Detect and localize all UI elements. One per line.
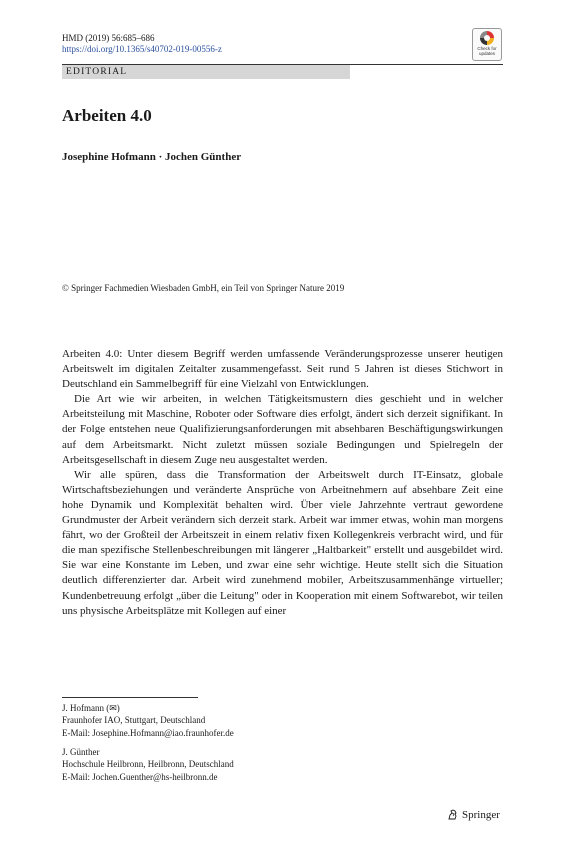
- author-name: J. Günther: [62, 747, 100, 757]
- publisher-name: Springer: [462, 809, 500, 821]
- article-authors: Josephine Hofmann · Jochen Günther: [62, 151, 242, 163]
- section-label: EDITORIAL: [66, 67, 128, 77]
- author-footnote: [62, 702, 234, 739]
- paragraph: Arbeiten 4.0: Unter diesem Begriff werden umfassende Veränderungsprozesse unserer heutigen Arbeitswelt im digitalen Zeitalter zusammengefasst. Seit rund 5 Jahren ist dieses Stichwort in Deutschland ein Sammelbegriff für eine Vielzahl von Entwicklungen.: [62, 348, 503, 391]
- check-for-updates-label: Check for updates: [477, 46, 497, 56]
- publisher-logo: [447, 808, 500, 822]
- author-email[interactable]: E-Mail: Jochen.Guenther@hs-heilbronn.de: [62, 771, 218, 782]
- copyright-notice: © Springer Fachmedien Wiesbaden GmbH, ein Teil von Springer Nature 2019: [62, 283, 345, 293]
- springer-horse-icon: [447, 809, 459, 821]
- author-affiliation: Fraunhofer IAO, Stuttgart, Deutschland: [62, 715, 206, 726]
- paragraph: Wir alle spüren, dass die Transformation der Arbeitswelt durch IT-Einsatz, globale Wirtschaftsbeziehungen und veränderte Ansprüche von Arbeitnehmern auf absehbare Zeit eine hohe Dynamik und Komplexität behalten wird. Über viele Jahrzehnte vertraut gewordene Grundmuster der Arbeit verändern sich derzeit stark. Arbeit war immer etwas, wohin man morgens fährt, wo der Großteil der Arbeitszeit in einem relativ fixen Kollegenkreis verbracht wird, und für die man spezifische Stellenbeschreibungen mit längerer „Haltbarkeit" erstellt und ausgebildet wird. Sie war eine Konstante im Leben, und zwar eine sehr wichtige. Heute stellt sich die Situation deutlich differenzierter dar. Arbeit wird zunehmend mobiler, Arbeitszusammenhänge virtueller; Kundenbetreuung erfolgt „über die Leitung" oder in Kooperation mit einem Softwarebot, wir teilen uns physische Arbeitsplätze mit Kollegen auf einer: [62, 468, 503, 617]
- author-footnote: [62, 746, 234, 783]
- article-body: [62, 347, 503, 619]
- doi-link[interactable]: https://doi.org/10.1365/s40702-019-00556-z: [62, 44, 222, 54]
- article-title: Arbeiten 4.0: [62, 106, 152, 125]
- crossmark-icon: [480, 31, 494, 45]
- paragraph: Die Art wie wir arbeiten, in welchen Tätigkeitsmustern dies geschieht und in welcher Arbeitsteilung mit Maschine, Roboter oder Software dies erfolgt, ändert sich derzeit signifikant. In der Folge entstehen neue Qualifizierungsanforderungen mit absehbaren Beschäftigungswirkungen auf dem Arbeitsmarkt. Nicht zuletzt müssen soziale Bedingungen und Spielregeln der Arbeitsgesellschaft in diesem Zuge neu ausgestaltet werden.: [62, 393, 503, 466]
- author-name: J. Hofmann (✉): [62, 703, 120, 713]
- footnote-rule: [62, 697, 198, 698]
- author-email[interactable]: E-Mail: Josephine.Hofmann@iao.fraunhofer.de: [62, 727, 234, 738]
- author-affiliation: Hochschule Heilbronn, Heilbronn, Deutschland: [62, 759, 234, 770]
- journal-citation: HMD (2019) 56:685–686: [62, 33, 155, 43]
- check-for-updates-badge[interactable]: [472, 28, 502, 61]
